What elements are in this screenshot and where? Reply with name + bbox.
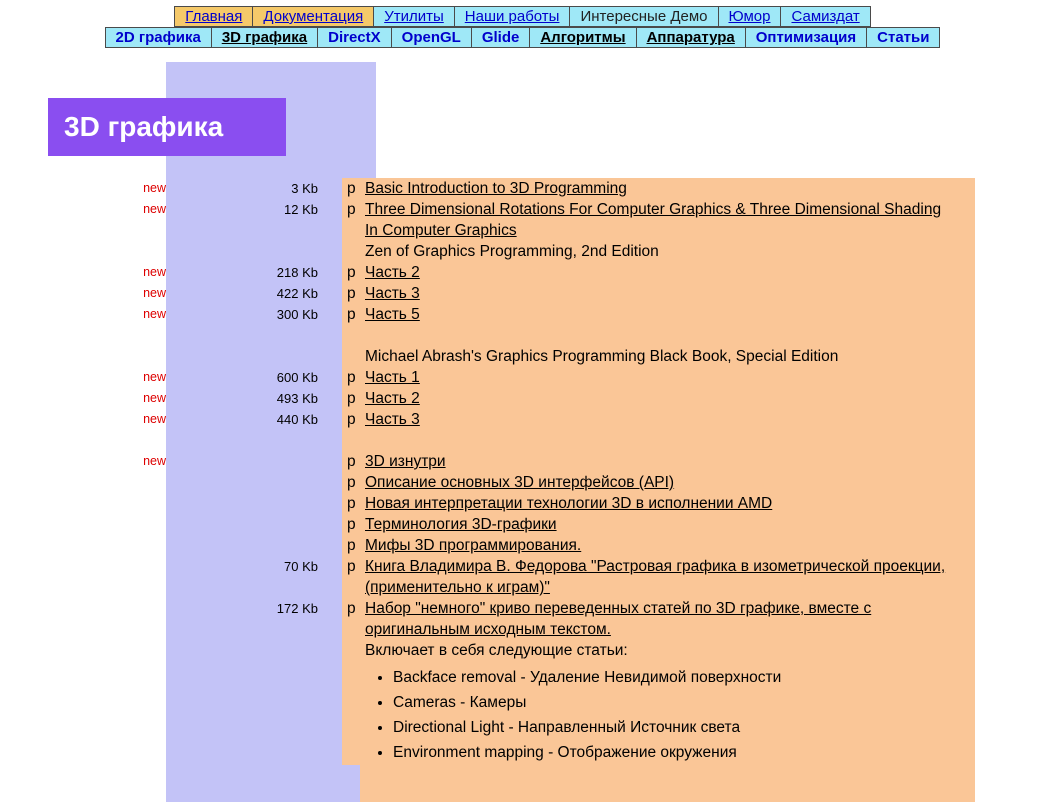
- document-list: [0, 178, 1045, 765]
- new-badge: new: [143, 286, 166, 300]
- new-badge: new: [143, 265, 166, 279]
- list-item: [0, 262, 1045, 283]
- item-link-anchor[interactable]: Часть 2: [365, 390, 420, 407]
- item-body: [342, 346, 957, 367]
- list-item: [0, 556, 1045, 598]
- format-marker: p: [347, 180, 356, 197]
- file-size: 70 Kb: [166, 556, 342, 577]
- item-link[interactable]: [365, 451, 446, 472]
- item-link[interactable]: [365, 493, 772, 514]
- list-item: [0, 451, 1045, 472]
- file-size: 172 Kb: [166, 598, 342, 619]
- item-text: Michael Abrash's Graphics Programming Black Book, Special Edition: [365, 348, 839, 365]
- subnav-link-3d-grafika[interactable]: 3D графика: [221, 29, 308, 46]
- sublist: [347, 665, 957, 765]
- file-size: 12 Kb: [166, 199, 342, 220]
- format-marker: [347, 430, 365, 451]
- item-body: [342, 409, 957, 430]
- sublist-item: • Cameras - Камеры: [393, 690, 957, 715]
- nav-link-dokumentaciya[interactable]: Документация: [263, 8, 364, 25]
- item-link-anchor[interactable]: Терминология 3D-графики: [365, 516, 557, 533]
- new-badge: [0, 430, 166, 451]
- item-link-anchor[interactable]: Часть 3: [365, 411, 420, 428]
- subnav-link-glide[interactable]: Glide: [481, 29, 520, 46]
- new-badge: new: [143, 454, 166, 468]
- item-link-anchor[interactable]: Three Dimensional Rotations For Computer Graphics & Three Dimensional Shading In Computer Graphics: [365, 201, 942, 239]
- sublist-item: • Directional Light - Направленный Источник света: [393, 715, 957, 740]
- item-link-anchor[interactable]: Набор "немного" криво переведенных статей по 3D графике, вместе с оригинальным исходным текстом.: [365, 600, 872, 638]
- item-body: [342, 493, 957, 514]
- item-body: [342, 262, 957, 283]
- subnav-link-algoritmy[interactable]: Алгоритмы: [540, 29, 626, 46]
- article-sublist-row: [0, 661, 1045, 765]
- subnav-item-2d-grafika[interactable]: [105, 28, 211, 48]
- list-item: [0, 199, 1045, 241]
- item-link[interactable]: [365, 199, 957, 241]
- list-item: [0, 409, 1045, 430]
- new-badge: new: [143, 181, 166, 195]
- item-link[interactable]: [365, 598, 957, 640]
- item-link[interactable]: [365, 262, 420, 283]
- nav-item-samizdat[interactable]: [781, 7, 870, 27]
- format-marker: p: [347, 600, 356, 617]
- subnav-item-opengl[interactable]: [391, 28, 471, 48]
- subnav-item-stati[interactable]: [867, 28, 940, 48]
- format-marker: p: [347, 201, 356, 218]
- file-size: 422 Kb: [166, 283, 342, 304]
- item-link[interactable]: [365, 388, 420, 409]
- format-marker: [347, 640, 365, 661]
- list-item: [0, 598, 1045, 640]
- item-body: [342, 241, 957, 262]
- item-body: [342, 430, 957, 451]
- nav-item-utility[interactable]: [374, 7, 455, 27]
- item-link[interactable]: [365, 283, 420, 304]
- subnav-item-algoritmy[interactable]: [530, 28, 636, 48]
- nav-item-nashi-raboty[interactable]: [454, 7, 570, 27]
- list-item: [0, 535, 1045, 556]
- new-badge: new: [143, 202, 166, 216]
- item-body: [342, 640, 957, 661]
- list-item: [0, 472, 1045, 493]
- format-marker: p: [347, 516, 356, 533]
- item-link[interactable]: [365, 556, 957, 598]
- file-size: 3 Kb: [166, 178, 342, 199]
- item-body: [342, 367, 957, 388]
- new-badge: [0, 325, 166, 346]
- list-item: [0, 304, 1045, 325]
- item-body: [342, 388, 957, 409]
- format-marker: p: [347, 390, 356, 407]
- item-body: [342, 283, 957, 304]
- new-badge: new: [143, 391, 166, 405]
- list-item: [0, 367, 1045, 388]
- item-text: Zen of Graphics Programming, 2nd Edition: [365, 243, 659, 260]
- primary-nav: [174, 6, 870, 27]
- item-link[interactable]: [365, 367, 420, 388]
- subnav-item-optimizaciya[interactable]: [745, 28, 866, 48]
- format-marker: [347, 346, 365, 367]
- format-marker: p: [347, 369, 356, 386]
- item-body: [342, 304, 957, 325]
- file-size: 300 Kb: [166, 304, 342, 325]
- format-marker: p: [347, 558, 356, 575]
- item-link[interactable]: [365, 514, 557, 535]
- item-link[interactable]: [365, 178, 627, 199]
- item-link-anchor[interactable]: Часть 5: [365, 306, 420, 323]
- subnav-link-optimizaciya[interactable]: Оптимизация: [755, 29, 857, 46]
- item-link-anchor[interactable]: Новая интерпретации технологии 3D в исполнении AMD: [365, 495, 773, 512]
- subnav-link-apparatura[interactable]: Аппаратура: [646, 29, 735, 46]
- list-item: [0, 325, 1045, 346]
- format-marker: p: [347, 306, 356, 323]
- item-body: [342, 178, 957, 199]
- format-marker: p: [347, 474, 356, 491]
- subnav-item-3d-grafika[interactable]: [211, 28, 317, 48]
- subnav-item-apparatura[interactable]: [636, 28, 745, 48]
- file-size: 440 Kb: [166, 409, 342, 430]
- format-marker: p: [347, 264, 356, 281]
- subnav-link-2d-grafika[interactable]: 2D графика: [115, 29, 201, 46]
- format-marker: p: [347, 285, 356, 302]
- item-body: [342, 514, 957, 535]
- file-size: [166, 430, 342, 451]
- item-link-anchor[interactable]: Часть 2: [365, 264, 420, 281]
- list-item: [0, 178, 1045, 199]
- list-item: [0, 241, 1045, 262]
- navigation: [0, 0, 1045, 48]
- nav-item-glavnaya[interactable]: [175, 7, 253, 27]
- item-link[interactable]: [365, 409, 420, 430]
- nav-link-yumor[interactable]: Юмор: [728, 8, 771, 25]
- item-body: [342, 472, 957, 493]
- item-link[interactable]: [365, 472, 674, 493]
- item-body: [342, 451, 957, 472]
- nav-item-yumor[interactable]: [718, 7, 781, 27]
- article-sublist: [342, 661, 957, 765]
- subnav-link-opengl[interactable]: OpenGL: [401, 29, 461, 46]
- item-body: [342, 535, 957, 556]
- list-item: [0, 493, 1045, 514]
- nav-link-samizdat[interactable]: Самиздат: [791, 8, 860, 25]
- item-link[interactable]: [365, 535, 581, 556]
- subnav-link-stati[interactable]: Статьи: [877, 29, 930, 46]
- item-link-anchor[interactable]: Описание основных 3D интерфейсов (API): [365, 474, 675, 491]
- format-marker: p: [347, 495, 356, 512]
- list-item: [0, 430, 1045, 451]
- item-link-anchor[interactable]: Книга Владимира В. Федорова "Растровая графика в изометрической проекции, (применительно к играм)": [365, 558, 946, 596]
- file-size: 218 Kb: [166, 262, 342, 283]
- list-item: [0, 283, 1045, 304]
- item-link-anchor[interactable]: 3D изнутри: [365, 453, 446, 470]
- format-marker: p: [347, 537, 356, 554]
- list-item: [0, 640, 1045, 661]
- item-link-anchor[interactable]: Часть 3: [365, 285, 420, 302]
- new-badge: new: [143, 307, 166, 321]
- list-item: [0, 346, 1045, 367]
- nav-link-utility[interactable]: Утилиты: [384, 8, 444, 25]
- nav-item-dokumentaciya[interactable]: [253, 7, 374, 27]
- sublist-item: • Backface removal - Удаление Невидимой поверхности: [393, 665, 957, 690]
- subnav-item-directx[interactable]: [318, 28, 392, 48]
- file-size: 600 Kb: [166, 367, 342, 388]
- new-badge: new: [143, 412, 166, 426]
- subnav-link-directx[interactable]: DirectX: [328, 29, 381, 46]
- item-link-anchor[interactable]: Basic Introduction to 3D Programming: [365, 180, 627, 197]
- file-size: 493 Kb: [166, 388, 342, 409]
- item-link[interactable]: [365, 304, 420, 325]
- item-text: Включает в себя следующие статьи:: [365, 642, 628, 659]
- nav-link-nashi-raboty[interactable]: Наши работы: [464, 8, 560, 25]
- page-title: 3D графика: [48, 98, 286, 156]
- new-badge: new: [143, 370, 166, 384]
- format-marker: p: [347, 453, 356, 470]
- item-body: [342, 325, 957, 346]
- subnav-item-glide[interactable]: [471, 28, 530, 48]
- item-body: [342, 598, 957, 640]
- item-link-anchor[interactable]: Часть 1: [365, 369, 420, 386]
- item-link-anchor[interactable]: Мифы 3D программирования.: [365, 537, 582, 554]
- item-body: [342, 556, 957, 598]
- format-marker: [347, 241, 365, 262]
- format-marker: p: [347, 411, 356, 428]
- list-item: [0, 388, 1045, 409]
- file-size: [166, 325, 342, 346]
- nav-link-glavnaya[interactable]: Главная: [185, 8, 243, 25]
- sublist-item: • Environment mapping - Отображение окружения: [393, 740, 957, 765]
- item-body: [342, 199, 957, 241]
- list-item: [0, 514, 1045, 535]
- format-marker: [347, 325, 365, 346]
- nav-item-interesnye-demo[interactable]: Интересные Демо: [570, 7, 718, 27]
- secondary-nav: [105, 27, 941, 48]
